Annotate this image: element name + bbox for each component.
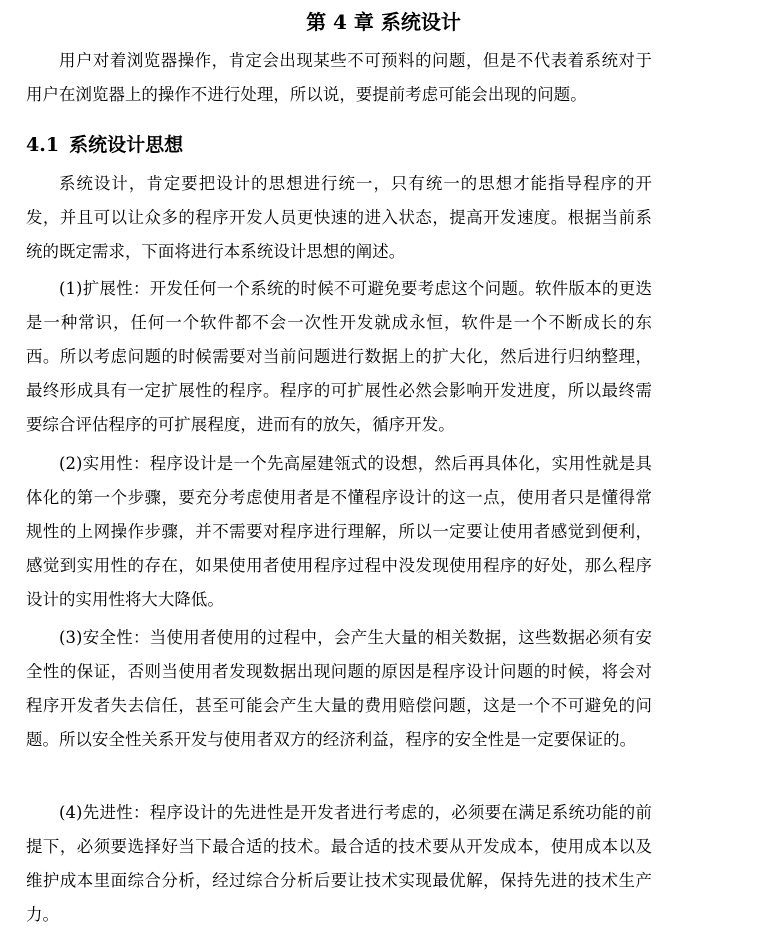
chapter-title: 第 4 章 系统设计 [306, 10, 461, 34]
design-principle-paragraph: (2)实用性：程序设计是一个先高屋建瓴式的设想，然后再具体化，实用性就是具体化的第一个步骤，要充分考虑使用者是不懂程序设计的这一点，使用者只是懂得常规性的上网操作步骤，并不需要对程序进行理解，所以一定要让使用者感觉到便利，感觉到实用性的存在，如果使用者使用程序过程中没发现使用程序的好处，那么程序设计的实用性将大大降低。 [26, 454, 652, 609]
design-principle-paragraph: (4)先进性：程序设计的先进性是开发者进行考虑的，必须要在满足系统功能的前提下，必须要选择好当下最合适的技术。最合适的技术要从开发成本，使用成本以及维护成本里面综合分析，经过综合分析后要让技术实现最优解，保持先进的技术生产力。 [26, 803, 652, 924]
design-principle-paragraph: (3)安全性：当使用者使用的过程中，会产生大量的相关数据，这些数据必须有安全性的保证，否则当使用者发现数据出现问题的原因是程序设计问题的时候，将会对程序开发者失去信任，甚至可能会产生大量的费用赔偿问题，这是一个不可避免的问题。所以安全性关系开发与使用者双方的经济利益，程序的安全性是一定要保证的。 [26, 628, 652, 749]
intro-paragraph: 用户对着浏览器操作，肯定会出现某些不可预料的问题，但是不代表着系统对于用户在浏览器上的操作不进行处理，所以说，要提前考虑可能会出现的问题。 [26, 51, 652, 104]
design-principle-paragraph: (1)扩展性：开发任何一个系统的时候不可避免要考虑这个问题。软件版本的更迭是一种常识，任何一个软件都不会一次性开发就成永恒，软件是一个不断成长的东西。所以考虑问题的时候需要对当前问题进行数据上的扩大化，然后进行归纳整理，最终形成具有一定扩展性的程序。程序的可扩展性必然会影响开发进度，所以最终需要综合评估程序的可扩展程度，进而有的放矢，循序开发。 [26, 279, 652, 434]
section-lead-paragraph: 系统设计，肯定要把设计的思想进行统一，只有统一的思想才能指导程序的开发，并且可以让众多的程序开发人员更快速的进入状态，提高开发速度。根据当前系统的既定需求，下面将进行本系统设计思想的阐述。 [26, 174, 652, 261]
section-title-text: 系统设计思想 [69, 134, 184, 156]
section-number: 4.1 [26, 134, 60, 156]
section-title [26, 131, 183, 159]
